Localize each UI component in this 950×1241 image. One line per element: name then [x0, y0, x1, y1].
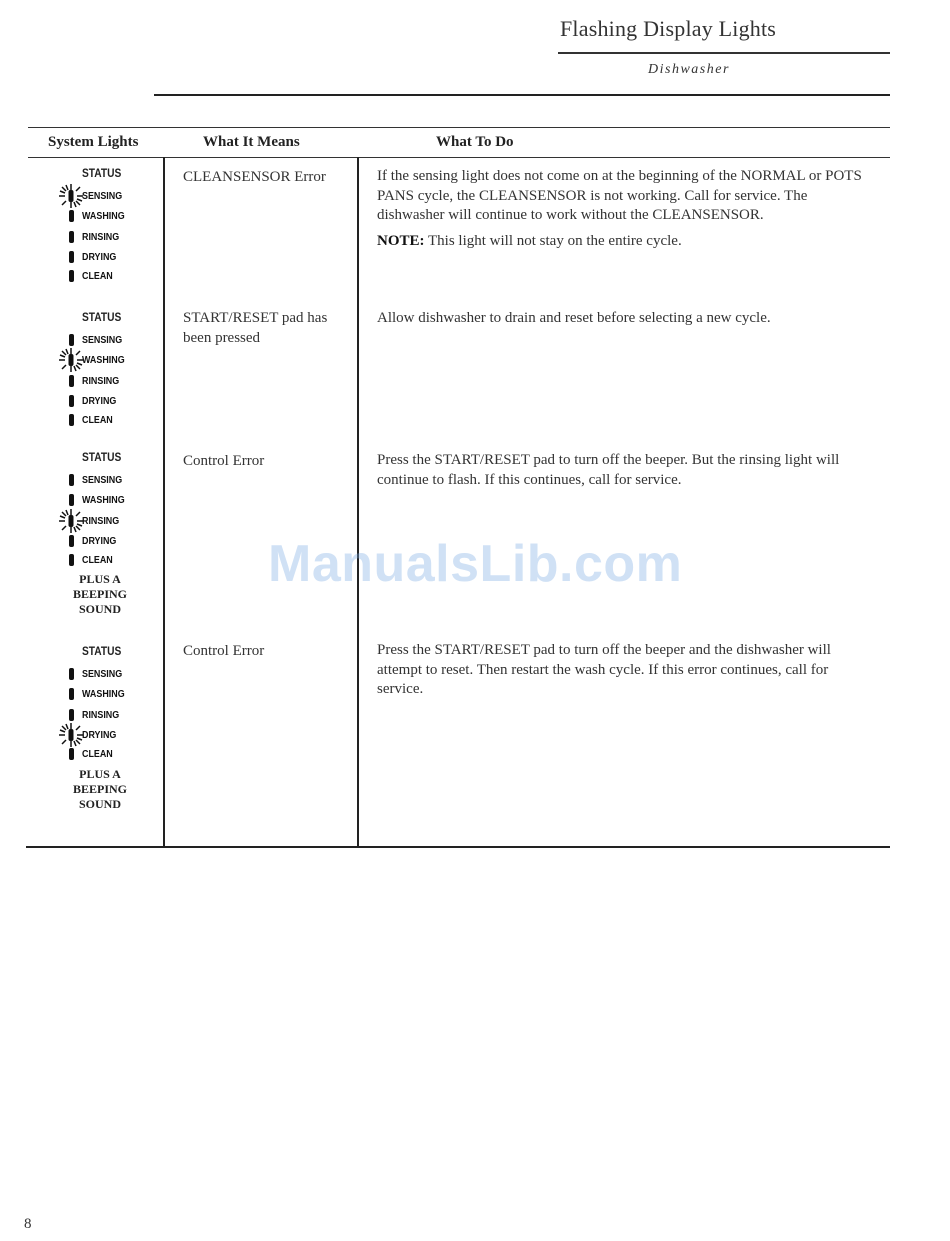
- indicator-lamp-icon: [69, 474, 74, 486]
- action-text: [377, 641, 877, 700]
- action-paragraph: Allow dishwasher to drain and reset before selecting a new cycle.: [377, 310, 771, 326]
- light-label: SENSING: [82, 474, 123, 486]
- light-label: RINSING: [82, 709, 120, 721]
- light-label: DRYING: [82, 729, 117, 741]
- light-label: CLEAN: [82, 748, 113, 760]
- light-label: CLEAN: [82, 270, 113, 282]
- indicator-lamp-icon: [69, 494, 74, 506]
- indicator-lamp-icon: [69, 535, 74, 547]
- meaning-text: CLEANSENSOR Error: [183, 169, 326, 185]
- header-rule: [154, 94, 890, 96]
- status-label: STATUS: [82, 166, 122, 180]
- indicator-lamp-icon: [69, 554, 74, 566]
- status-label: STATUS: [82, 310, 122, 324]
- table-bottom-rule: [26, 846, 890, 848]
- title-rule: [558, 52, 890, 54]
- flashing-light-icon: [58, 347, 84, 373]
- indicator-lamp-icon: [69, 270, 74, 282]
- light-label: DRYING: [82, 251, 117, 263]
- action-text: [377, 167, 877, 251]
- indicator-lamp-icon: [69, 688, 74, 700]
- indicator-lamp-icon: [69, 231, 74, 243]
- light-label: SENSING: [82, 190, 123, 202]
- status-label: STATUS: [82, 644, 122, 658]
- light-label: WASHING: [82, 354, 125, 366]
- light-label: WASHING: [82, 494, 125, 506]
- note-text: This light will not stay on the entire cycle.: [424, 232, 682, 249]
- meaning-text: Control Error: [183, 453, 265, 469]
- indicator-lamp-icon: [69, 748, 74, 760]
- page-number: 8: [24, 1216, 32, 1232]
- action-paragraph: Press the START/RESET pad to turn off the beeper. But the rinsing light will continue to flash. If this continues, call for service.: [377, 452, 840, 488]
- action-paragraph: Press the START/RESET pad to turn off the beeper and the dishwasher will attempt to reset. Then restart the wash cycle. If this error continues, call for service.: [377, 642, 831, 697]
- flashing-light-icon: [58, 508, 84, 534]
- action-text: [377, 309, 877, 329]
- indicator-lamp-icon: [69, 709, 74, 721]
- beeping-note: PLUS A BEEPING SOUND: [72, 572, 127, 616]
- page-subtitle: Dishwasher: [648, 62, 730, 77]
- light-label: CLEAN: [82, 414, 113, 426]
- light-label: DRYING: [82, 535, 117, 547]
- column-header-system-lights: System Lights: [48, 134, 139, 150]
- status-label: STATUS: [82, 450, 122, 464]
- light-label: SENSING: [82, 334, 123, 346]
- column-header-what-it-means: What It Means: [203, 134, 300, 150]
- note-paragraph: [377, 232, 877, 252]
- indicator-lamp-icon: [69, 395, 74, 407]
- light-label: DRYING: [82, 395, 117, 407]
- meaning-text: Control Error: [183, 643, 265, 659]
- indicator-lamp-icon: [69, 375, 74, 387]
- light-label: SENSING: [82, 668, 123, 680]
- indicator-lamp-icon: [69, 414, 74, 426]
- table-header-bottom-rule: [28, 157, 890, 158]
- light-label: RINSING: [82, 515, 120, 527]
- action-paragraph: If the sensing light does not come on at the beginning of the NORMAL or POTS PANS cycle, the CLEANSENSOR is not working. Call for service. The dishwasher will continue to work without the CLEANSENSOR.: [377, 168, 862, 223]
- meaning-text: START/RESET pad has been pressed: [183, 310, 328, 346]
- indicator-lamp-icon: [69, 334, 74, 346]
- table-header-top-rule: [28, 127, 890, 128]
- indicator-lamp-icon: [69, 668, 74, 680]
- indicator-lamp-icon: [69, 251, 74, 263]
- light-label: WASHING: [82, 688, 125, 700]
- flashing-light-icon: [58, 183, 84, 209]
- note-label: NOTE:: [377, 232, 425, 249]
- light-label: RINSING: [82, 375, 120, 387]
- column-divider: [163, 157, 165, 847]
- beeping-note: PLUS A BEEPING SOUND: [72, 767, 127, 811]
- column-header-what-to-do: What To Do: [436, 134, 514, 150]
- indicator-lamp-icon: [69, 210, 74, 222]
- light-label: CLEAN: [82, 554, 113, 566]
- action-text: [377, 451, 877, 490]
- column-divider: [357, 157, 359, 847]
- watermark: ManualsLib.com: [268, 535, 683, 593]
- light-label: WASHING: [82, 210, 125, 222]
- light-label: RINSING: [82, 231, 120, 243]
- flashing-light-icon: [58, 722, 84, 748]
- page-title: Flashing Display Lights: [560, 16, 777, 41]
